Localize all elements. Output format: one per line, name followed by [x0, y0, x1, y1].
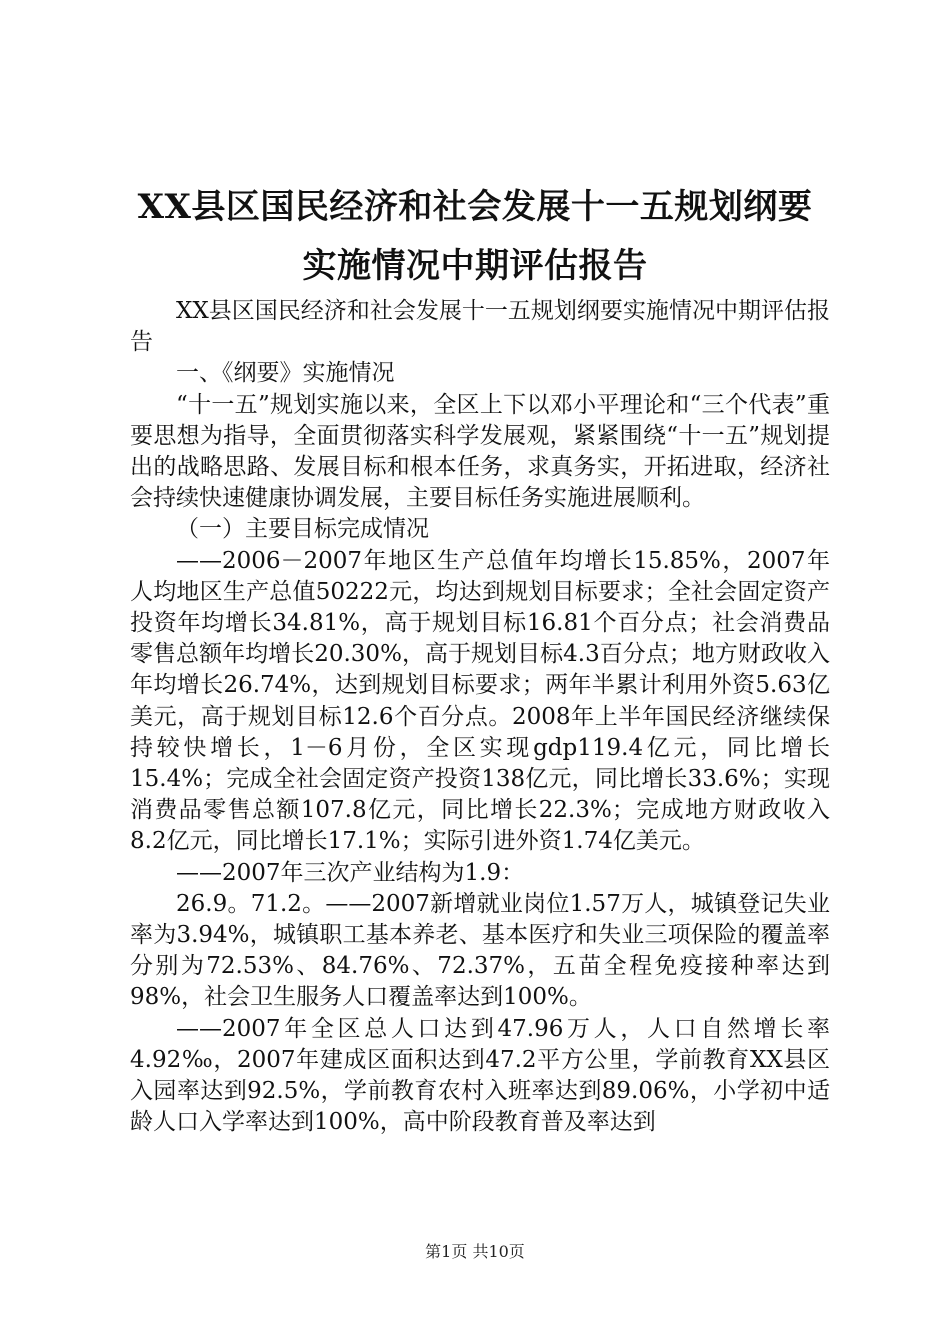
document-body [130, 296, 830, 1138]
paragraph: ——2006－2007年地区生产总值年均增长15.85%，2007年人均地区生产总值50222元，均达到规划目标要求；全社会固定资产投资年均增长34.81%，高于规划目标16.81个百分点；社会消费品零售总额年均增长20.30%，高于规划目标4.3百分点；地方财政收入年均增长26.74%，达到规划目标要求；两年半累计利用外资5.63亿美元，高于规划目标12.6个百分点。2008年上半年国民经济继续保持较快增长，1－6月份，全区实现gdp119.4亿元，同比增长15.4%；完成全社会固定资产投资138亿元，同比增长33.6%；实现消费品零售总额107.8亿元，同比增长22.3%；完成地方财政收入8.2亿元，同比增长17.1%；实际引进外资1.74亿美元。 [130, 547, 830, 855]
document-title-line-2: 实施情况中期评估报告 [302, 246, 648, 286]
paragraph: “十一五”规划实施以来，全区上下以邓小平理论和“三个代表”重要思想为指导，全面贯彻落实科学发展观，紧紧围绕“十一五”规划提出的战略思路、发展目标和根本任务，求真务实，开拓进取，经济社会持续快速健康协调发展，主要目标任务实施进展顺利。 [130, 391, 830, 512]
subsection-heading: （一）主要目标完成情况 [176, 516, 429, 543]
paragraph: ——2007年三次产业结构为1.9： [176, 859, 525, 886]
page-footer: 第1页 共10页 [425, 1242, 525, 1261]
paragraph: 26.9。71.2。——2007新增就业岗位1.57万人，城镇登记失业率为3.94%，城镇职工基本养老、基本医疗和失业三项保险的覆盖率分别为72.53%、84.76%、72.37%，五苗全程免疫接种率达到98%，社会卫生服务人口覆盖率达到100%。 [130, 890, 830, 1011]
paragraph-intro: XX县区国民经济和社会发展十一五规划纲要实施情况中期评估报告 [130, 298, 830, 356]
paragraph: ——2007年全区总人口达到47.96万人，人口自然增长率4.92‰，2007年建成区面积达到47.2平方公里，学前教育XX县区入园率达到92.5%，学前教育农村入班率达到89.06%，小学初中适龄人口入学率达到100%，高中阶段教育普及率达到 [130, 1015, 830, 1136]
document-title-line-1: XX县区国民经济和社会发展十一五规划纲要 [137, 187, 813, 227]
section-heading: 一、《纲要》实施情况 [176, 360, 395, 387]
